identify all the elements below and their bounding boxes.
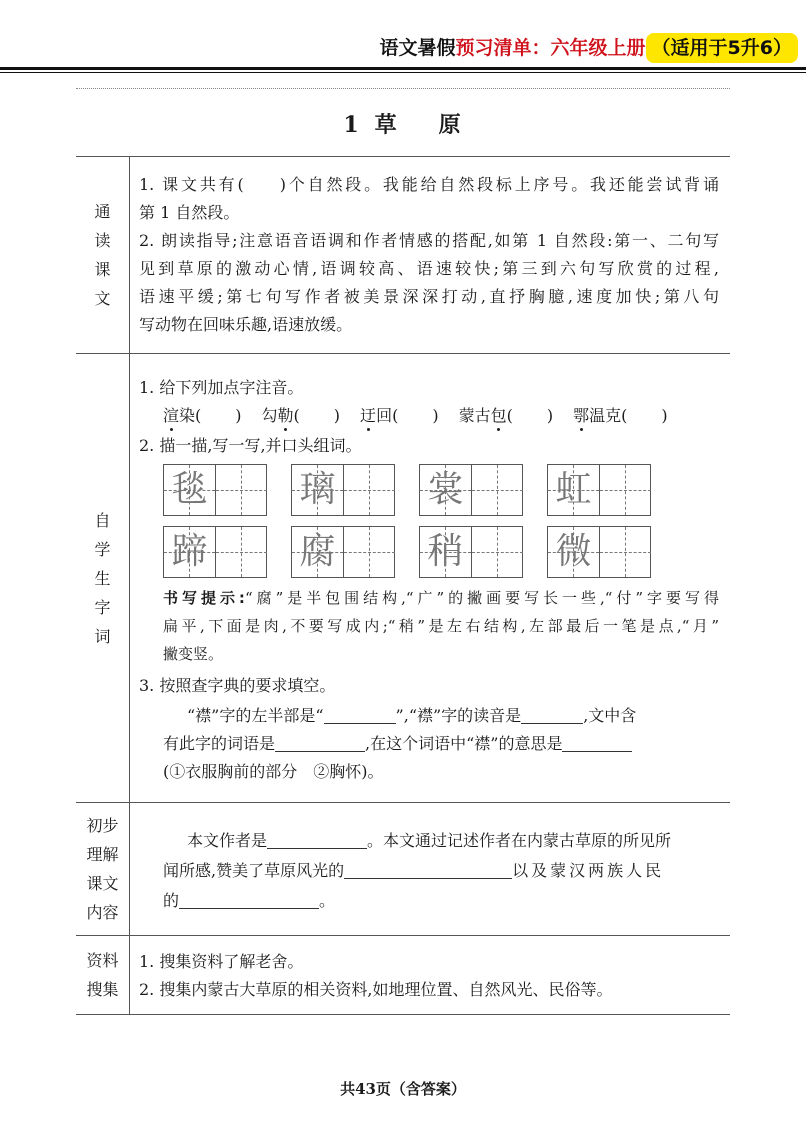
writing-grid[interactable] <box>419 526 523 578</box>
answer-blank[interactable] <box>179 890 319 909</box>
header-rule-thick <box>0 67 806 70</box>
trace-char: 腐 <box>299 531 336 572</box>
understand-line-1: 本文作者是 。本文通过记述作者在内蒙古草原的所见所 <box>187 831 672 850</box>
word-xuanran: 渲染( ) <box>163 406 242 425</box>
answer-blank[interactable] <box>521 705 583 724</box>
writing-grid[interactable] <box>547 464 651 516</box>
word-goule: 勾勒( ) <box>261 406 341 425</box>
study-q1: 1. 给下列加点字注音。 <box>139 378 304 397</box>
section-understand <box>76 803 730 935</box>
section-materials <box>76 936 730 1014</box>
page-footer: 共43页（含答案） <box>340 1080 466 1098</box>
writing-tip-line-3: 撇变竖。 <box>163 645 224 663</box>
writing-grid[interactable] <box>547 526 651 578</box>
materials-line-2: 2. 搜集内蒙古大草原的相关资料,如地理位置、自然风光、民俗等。 <box>139 980 613 999</box>
dict-line-3: (①衣服胸前的部分 ②胸怀)。 <box>163 762 384 781</box>
answer-blank[interactable] <box>344 860 512 879</box>
page-header <box>0 30 806 66</box>
word-yuhui: 迂回( ) <box>360 406 439 425</box>
word-menggubao: 蒙古包( ) <box>458 406 554 425</box>
writing-grid[interactable] <box>419 464 523 516</box>
header-title-black: 语文暑假 <box>379 37 456 59</box>
trace-char: 璃 <box>299 469 336 510</box>
writing-tip-line-1: 书写提示:“腐”是半包围结构,“广”的撇画要写长一些,“付”字要写得 <box>163 589 719 607</box>
trace-char: 微 <box>555 531 592 572</box>
read-line-2: 第 1 自然段。 <box>139 203 240 222</box>
understand-line-2: 闻所感,赞美了草原风光的 以及蒙汉两族人民 <box>163 861 665 880</box>
dict-line-2: 有此字的词语是 ,在这个词语中“襟”的意思是 <box>163 730 719 758</box>
answer-blank[interactable] <box>267 830 367 849</box>
writing-grid[interactable] <box>291 526 395 578</box>
writing-grid[interactable] <box>163 464 267 516</box>
trace-char: 虹 <box>555 469 592 510</box>
writing-grid[interactable] <box>291 464 395 516</box>
section-read-text <box>76 157 730 353</box>
trace-char: 毯 <box>171 469 208 510</box>
trace-char: 裳 <box>427 469 464 510</box>
section-label-read: 通读课文 <box>76 157 130 353</box>
study-q3: 3. 按照查字典的要求填空。 <box>139 676 336 695</box>
materials-line-1: 1. 搜集资料了解老舍。 <box>139 952 304 971</box>
read-line-5: 语速平缓;第七句写作者被美景深深打动,直抒胸臆,速度加快;第八句 <box>139 287 719 306</box>
trace-char: 蹄 <box>171 531 208 572</box>
section-self-study <box>76 354 730 802</box>
section-label-study: 自学生字词 <box>76 354 130 802</box>
dotted-divider <box>76 88 730 89</box>
writing-tip-line-2: 扁平,下面是肉,不要写成内;“稍”是左右结构,左部最后一笔是点,“月” <box>163 617 719 635</box>
read-line-6: 写动物在回味乐趣,语速放缓。 <box>139 315 353 334</box>
study-q2: 2. 描一描,写一写,并口头组词。 <box>139 436 362 455</box>
answer-blank[interactable] <box>275 733 365 752</box>
header-title-red: 预习清单：六年级上册 <box>455 37 646 59</box>
section-label-understand: 初步理解课文内容 <box>76 803 130 935</box>
table-rule-bottom <box>76 1014 730 1015</box>
writing-tip-label: 书写提示: <box>163 589 245 607</box>
word-ewenke: 鄂温克( ) <box>573 406 668 425</box>
answer-blank[interactable] <box>562 733 632 752</box>
pinyin-row <box>163 402 743 430</box>
header-badge: （适用于5升6） <box>646 33 798 63</box>
lesson-number: 1 <box>343 112 361 138</box>
section-label-materials: 资料搜集 <box>76 936 130 1014</box>
lesson-title <box>0 108 806 139</box>
header-rule-thin <box>0 72 806 73</box>
answer-blank[interactable] <box>324 705 396 724</box>
writing-grid[interactable] <box>163 526 267 578</box>
read-line-4: 见到草原的激动心情,语调较高、语速较快;第三到六句写欣赏的过程, <box>139 259 719 278</box>
read-line-1: 1. 课文共有( )个自然段。我能给自然段标上序号。我还能尝试背诵 <box>139 175 719 194</box>
lesson-title-char-1: 草 <box>374 112 399 138</box>
dict-line-1: “襟”字的左半部是“ ”,“襟”字的读音是 ,文中含 <box>187 706 637 725</box>
read-line-3: 2. 朗读指导;注意语音语调和作者情感的搭配,如第 1 自然段:第一、二句写 <box>139 231 719 250</box>
trace-char: 稍 <box>427 531 464 572</box>
lesson-title-char-2: 原 <box>438 112 463 138</box>
understand-line-3: 的 。 <box>163 891 336 910</box>
